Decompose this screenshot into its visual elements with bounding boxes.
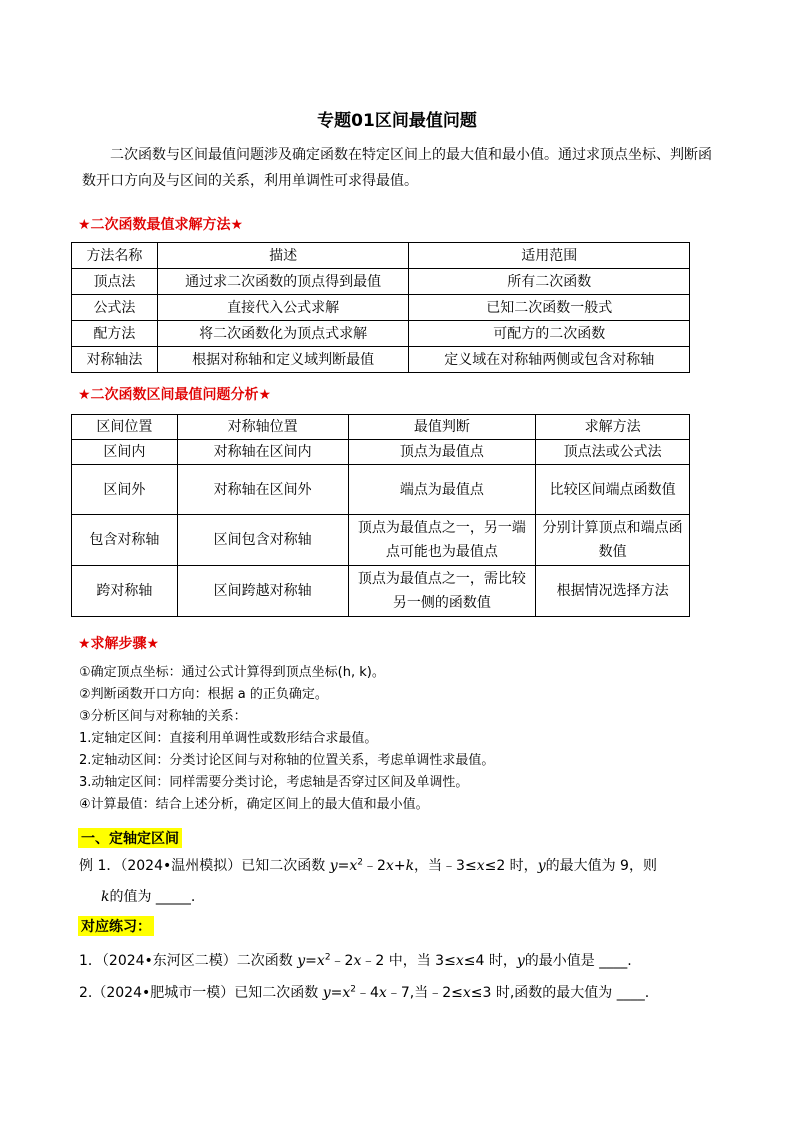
example-1: 例 1．（2024•温州模拟）已知二次函数 $y=x^2﹣2x+k$，当﹣3≤x≤2 时，y的最大值为 9，则: [79, 857, 657, 874]
analysis-header-cell: 求解方法: [536, 415, 690, 440]
q1-mid: 中，当 3≤: [388, 953, 456, 969]
methods-header-cell: 适用范围: [409, 243, 690, 269]
methods-cell: 公式法: [72, 295, 158, 321]
example-tail: 的最大值为 9，则: [545, 858, 657, 874]
q2-mid: ,当﹣2≤: [409, 985, 463, 1001]
section-heading-methods: ★二次函数最值求解方法★: [78, 217, 244, 233]
methods-header-cell: 描述: [157, 243, 409, 269]
question-1: 1．（2024•东河区二模）二次函数 $y=x^2﹣2x﹣2$ 中，当 3≤x≤4 时，y的最小值是 ____.: [79, 952, 632, 969]
methods-header-cell: 方法名称: [72, 243, 158, 269]
methods-header-row: [72, 243, 690, 269]
steps-list: [79, 662, 494, 816]
analysis-cell: 区间内: [72, 440, 178, 465]
part-heading: 一、定轴定区间: [78, 828, 182, 848]
analysis-cell: 比较区间端点函数值: [536, 465, 690, 515]
analysis-cell: 端点为最值点: [348, 465, 536, 515]
analysis-cell: 包含对称轴: [72, 515, 178, 566]
q1-tail: 的最小值是 ____.: [524, 953, 632, 969]
step-item: 2.定轴动区间：分类讨论区间与对称轴的位置关系，考虑单调性求最值。: [79, 753, 495, 768]
methods-cell: 定义域在对称轴两侧或包含对称轴: [409, 347, 690, 373]
step-item: ①确定顶点坐标：通过公式计算得到顶点坐标(h, k)。: [79, 665, 385, 680]
example-line2-tail: 的值为 _____.: [109, 889, 196, 905]
example-lead: 例 1．（2024•温州模拟）已知二次函数: [79, 858, 326, 874]
methods-cell: 顶点法: [72, 269, 158, 295]
analysis-row: [72, 465, 690, 515]
example-1-line2: k的值为 _____.: [101, 889, 196, 905]
analysis-cell: 分别计算顶点和端点函数值: [536, 515, 690, 566]
methods-table: [71, 242, 690, 373]
analysis-cell: 对称轴在区间内: [177, 440, 348, 465]
analysis-cell: 顶点法或公式法: [536, 440, 690, 465]
methods-cell: 对称轴法: [72, 347, 158, 373]
methods-cell: 已知二次函数一般式: [409, 295, 690, 321]
analysis-cell: 根据情况选择方法: [536, 566, 690, 617]
analysis-cell: 顶点为最值点之一，需比较另一侧的函数值: [348, 566, 536, 617]
analysis-cell: 区间跨越对称轴: [177, 566, 348, 617]
question-2: 2.（2024•肥城市一模）已知二次函数 $y=x^2﹣4x﹣7$,当﹣2≤x≤3 时,函数的最大值为 ____.: [79, 984, 650, 1001]
q2-lead: 2.（2024•肥城市一模）已知二次函数: [79, 985, 319, 1001]
practice-label: 对应练习：: [78, 916, 154, 936]
analysis-cell: 跨对称轴: [72, 566, 178, 617]
analysis-cell: 区间包含对称轴: [177, 515, 348, 566]
methods-cell: 直接代入公式求解: [157, 295, 409, 321]
methods-cell: 将二次函数化为顶点式求解: [157, 321, 409, 347]
section-heading-analysis: ★二次函数区间最值问题分析★: [78, 387, 272, 403]
analysis-cell: 顶点为最值点: [348, 440, 536, 465]
formula-1: y: [329, 858, 338, 874]
q1-mid2: ≤4 时，: [463, 953, 517, 969]
step-item: ④计算最值：结合上述分析，确定区间上的最大值和最小值。: [79, 797, 429, 812]
methods-cell: 可配方的二次函数: [409, 321, 690, 347]
methods-row: [72, 269, 690, 295]
analysis-cell: 区间外: [72, 465, 178, 515]
page-title: 专题01区间最值问题: [317, 111, 477, 131]
analysis-row: [72, 515, 690, 566]
methods-row: [72, 347, 690, 373]
methods-cell: 根据对称轴和定义域判断最值: [157, 347, 409, 373]
step-item: ③分析区间与对称轴的关系：: [79, 709, 247, 724]
methods-cell: 通过求二次函数的顶点得到最值: [157, 269, 409, 295]
analysis-header-cell: 最值判断: [348, 415, 536, 440]
step-item: 1.定轴定区间：直接利用单调性或数形结合求最值。: [79, 731, 378, 746]
analysis-cell: 顶点为最值点之一，另一端点可能也为最值点: [348, 515, 536, 566]
methods-row: [72, 295, 690, 321]
analysis-table: [71, 414, 690, 617]
methods-cell: 配方法: [72, 321, 158, 347]
analysis-row: [72, 440, 690, 465]
analysis-header-cell: 对称轴位置: [177, 415, 348, 440]
methods-cell: 所有二次函数: [409, 269, 690, 295]
q2-mid2: ≤3 时,函数的最大值为 ____.: [470, 985, 650, 1001]
analysis-header-row: [72, 415, 690, 440]
analysis-row: [72, 566, 690, 617]
section-heading-steps: ★求解步骤★: [78, 636, 160, 652]
example-mid2: ≤2 时，: [484, 858, 538, 874]
step-item: 3.动轴定区间：同样需要分类讨论，考虑轴是否穿过区间及单调性。: [79, 775, 469, 790]
step-item: ②判断函数开口方向：根据 a 的正负确定。: [79, 687, 328, 702]
intro-paragraph: 二次函数与区间最值问题涉及确定函数在特定区间上的最大值和最小值。通过求顶点坐标、判断函数开口方向及与区间的关系，利用单调性可求得最值。: [82, 147, 712, 189]
q1-lead: 1．（2024•东河区二模）二次函数: [79, 953, 293, 969]
analysis-header-cell: 区间位置: [72, 415, 178, 440]
methods-row: [72, 321, 690, 347]
example-mid: ，当﹣3≤: [414, 858, 477, 874]
analysis-cell: 对称轴在区间外: [177, 465, 348, 515]
